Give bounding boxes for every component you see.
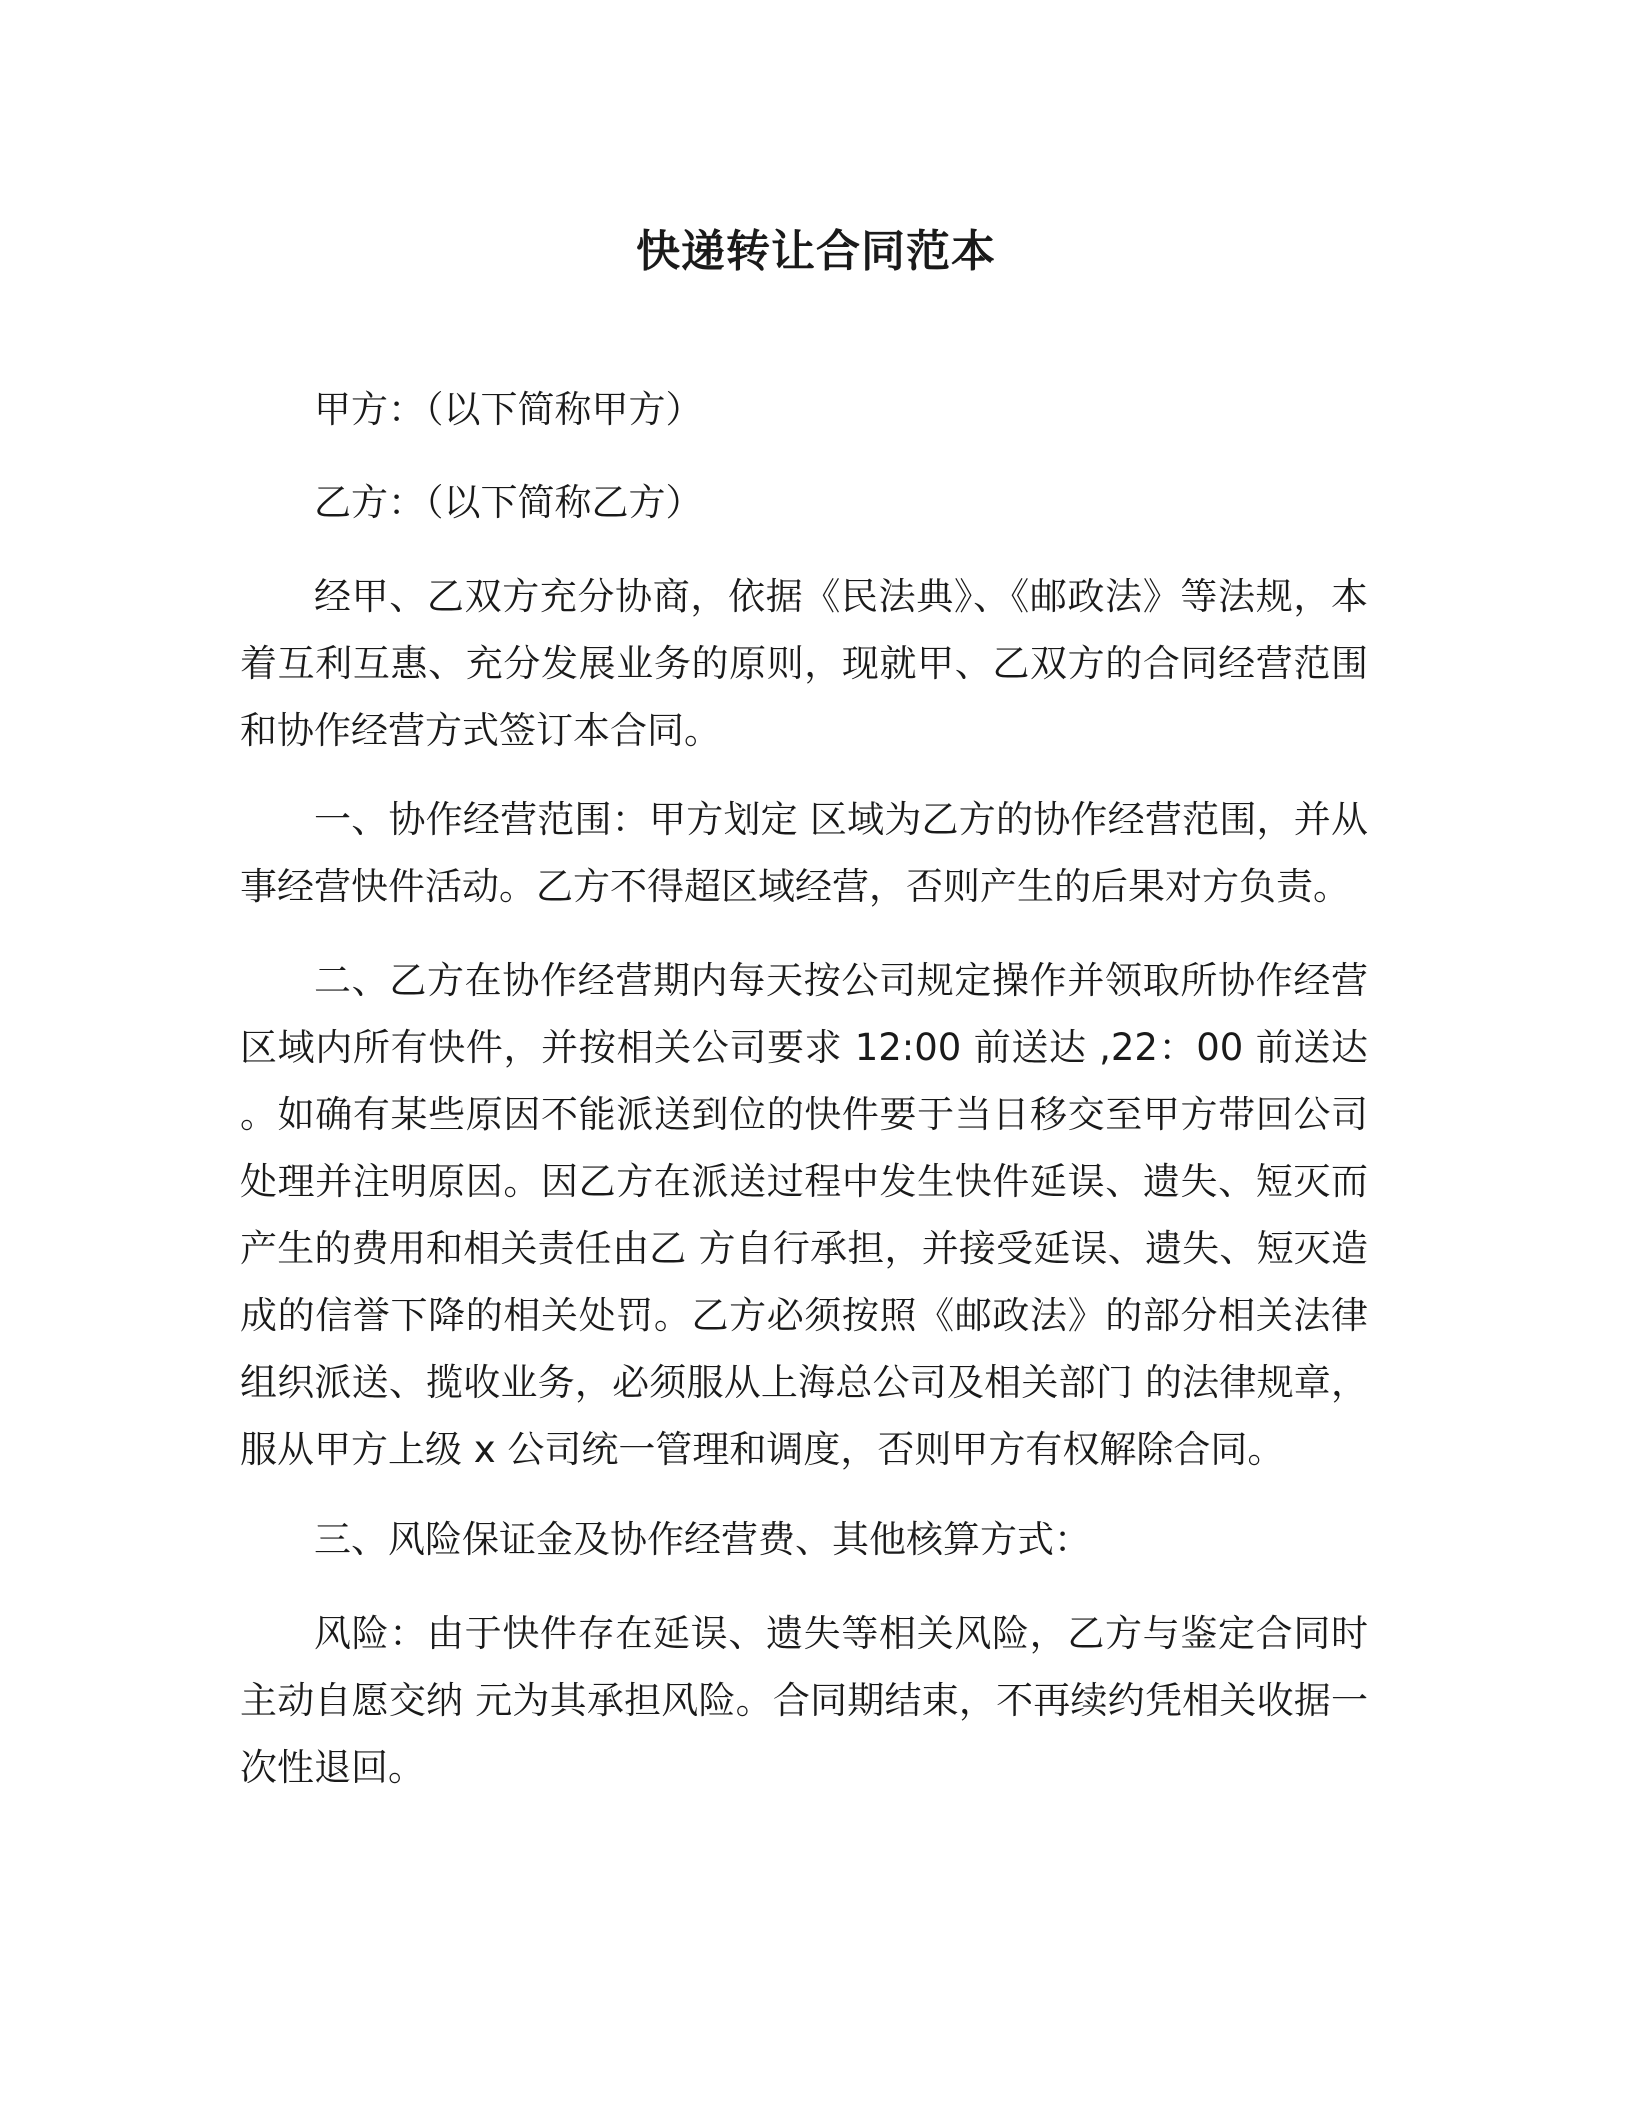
risk-paragraph: 风险：由于快件存在延误、遗失等相关风险，乙方与鉴定合同时主动自愿交纳 元为其承担风险。合同期结束，不再续约凭相关收据一次性退回。 <box>240 1612 1368 1789</box>
document-title: 快递转让合同范本 <box>636 226 996 277</box>
clause-2-paragraph: 二、乙方在协作经营期内每天按公司规定操作并领取所协作经营区域内所有快件，并按相关公司要求 12:00 前送达 ,22：00 前送达 。如确有某些原因不能派送到位的快件要于当日移交至甲方带回公司处理并注明原因。因乙方在派送过程中发生快件延误、遗失、短灭而产生的费用和相关责任由乙 方自行承担，并接受延误、遗失、短灭造成的信誉下降的相关处罚。乙方必须按照《邮政法》的部分相关法律组织派送、揽收业务，必须服从上海总公司及相关部门 的法律规章，服从甲方上级 x 公司统一管理和调度，否则甲方有权解除合同。 <box>240 959 1368 1471</box>
clause-1-paragraph: 一、协作经营范围：甲方划定 区域为乙方的协作经营范围，并从事经营快件活动。乙方不得超区域经营，否则产生的后果对方负责。 <box>240 798 1368 908</box>
party-b-line: 乙方：（以下简称乙方） <box>314 481 703 524</box>
party-a-line: 甲方：（以下简称甲方） <box>314 388 703 431</box>
clause-3-heading: 三、风险保证金及协作经营费、其他核算方式： <box>314 1518 1091 1561</box>
intro-paragraph: 经甲、乙双方充分协商，依据《民法典》、《邮政法》等法规，本着互利互惠、充分发展业务的原则，现就甲、乙双方的合同经营范围和协作经营方式签订本合同。 <box>240 575 1368 752</box>
